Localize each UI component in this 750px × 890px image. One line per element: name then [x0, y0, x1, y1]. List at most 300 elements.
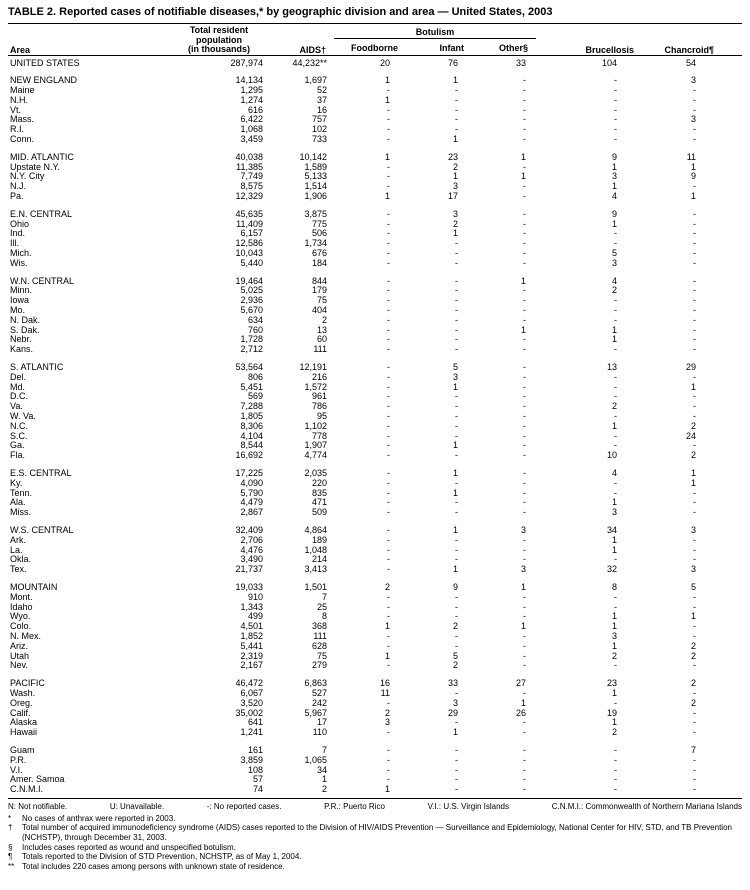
other-cell: -	[523, 497, 527, 508]
chancroid-cell: -	[693, 218, 697, 229]
chancroid-cell: -	[693, 764, 697, 775]
header-botulism: Botulism	[334, 26, 536, 39]
foodborne-cell: -	[387, 257, 390, 268]
chancroid-cell: -	[693, 717, 697, 728]
chancroid-cell: -	[693, 334, 697, 345]
aids-cell: 13	[316, 324, 327, 335]
aids-cell: 110	[312, 727, 327, 738]
aids-cell: 2	[321, 784, 327, 795]
foodborne-cell: 2	[384, 707, 390, 718]
population-cell: 12,586	[235, 238, 263, 249]
brucellosis-cell: 1	[612, 218, 618, 229]
area-cell: Del.	[10, 371, 27, 382]
population-cell: 1,343	[240, 601, 263, 612]
other-cell: -	[523, 104, 527, 115]
brucellosis-cell: 3	[612, 630, 618, 641]
foodborne-cell: -	[387, 487, 390, 498]
population-cell: 5,440	[240, 257, 263, 268]
area-cell: R.I.	[10, 124, 25, 135]
section-spacer	[8, 68, 742, 76]
foodborne-cell: 1	[384, 784, 390, 795]
chancroid-cell: -	[693, 784, 697, 795]
other-cell: -	[523, 381, 527, 392]
section-spacer	[8, 518, 742, 526]
brucellosis-cell: -	[614, 440, 618, 451]
chancroid-cell: 7	[691, 744, 697, 755]
area-cell: Nev.	[10, 660, 28, 671]
footnote: † Total number of acquired immunodeficiency syndrome (AIDS) cases reported to the Division of HIV/AIDS Prevention — Surveillance and Epidemiology, National Center for HIV, STD, and TB Prevention (NCHSTP), through December 31, 2003.	[8, 823, 732, 843]
population-cell: 19,464	[235, 275, 263, 286]
aids-cell: 628	[311, 640, 327, 651]
aids-cell: 5,967	[304, 707, 327, 718]
other-cell: -	[523, 640, 527, 651]
other-cell: 1	[521, 275, 527, 286]
infant-cell: 1	[452, 134, 458, 145]
area-cell: Wis.	[10, 257, 28, 268]
table-row	[8, 746, 742, 756]
aids-cell: 676	[311, 248, 327, 259]
population-cell: 1,068	[240, 124, 263, 135]
other-cell: 1	[521, 581, 527, 592]
other-cell: -	[523, 477, 527, 488]
brucellosis-cell: 8	[612, 581, 618, 592]
table-row	[8, 229, 742, 239]
aids-cell: 775	[311, 218, 327, 229]
population-cell: 2,319	[240, 650, 263, 661]
table-row	[8, 603, 742, 613]
population-cell: 74	[252, 784, 263, 795]
chancroid-cell: -	[693, 314, 697, 325]
table-row	[8, 163, 742, 173]
aids-cell: 1,065	[304, 754, 327, 765]
table-row	[8, 622, 742, 632]
infant-cell: -	[455, 611, 458, 622]
spacer-cell	[8, 575, 742, 583]
infant-cell: -	[455, 420, 458, 431]
brucellosis-cell: -	[614, 591, 618, 602]
table-row	[8, 373, 742, 383]
aids-cell: 1,572	[304, 381, 327, 392]
chancroid-cell: -	[693, 507, 697, 518]
area-cell: Mo.	[10, 305, 26, 316]
infant-cell: -	[455, 238, 458, 249]
foodborne-cell: -	[387, 401, 390, 412]
table-row	[8, 392, 742, 402]
footnote-marker: *	[8, 813, 12, 823]
header-row-top	[8, 26, 742, 39]
chancroid-cell: 3	[691, 564, 697, 575]
infant-cell: -	[455, 114, 458, 125]
chancroid-cell: -	[693, 630, 697, 641]
section-spacer	[8, 671, 742, 679]
infant-cell: 76	[447, 57, 458, 68]
area-cell: N.C.	[10, 420, 28, 431]
brucellosis-cell: 4	[612, 275, 618, 286]
infant-cell: -	[455, 124, 458, 135]
chancroid-cell: -	[693, 391, 697, 402]
population-cell: 2,936	[240, 295, 263, 306]
chancroid-cell: -	[693, 344, 697, 355]
brucellosis-cell: -	[614, 371, 618, 382]
foodborne-cell: -	[387, 104, 390, 115]
other-cell: 3	[521, 564, 527, 575]
brucellosis-cell: 2	[612, 401, 618, 412]
chancroid-cell: -	[693, 371, 697, 382]
aids-cell: 75	[316, 295, 327, 306]
other-cell: -	[523, 660, 527, 671]
brucellosis-cell: 2	[612, 285, 618, 296]
infant-cell: 1	[452, 564, 458, 575]
chancroid-cell: -	[693, 124, 697, 135]
brucellosis-cell: -	[614, 774, 618, 785]
table-row	[8, 125, 742, 135]
table-row	[8, 766, 742, 776]
brucellosis-cell: 1	[612, 420, 618, 431]
population-cell: 5,790	[240, 487, 263, 498]
table-row	[8, 220, 742, 230]
other-cell: -	[523, 744, 527, 755]
table-row	[8, 593, 742, 603]
foodborne-cell: -	[387, 554, 390, 565]
chancroid-cell: 3	[691, 524, 697, 535]
aids-cell: 8	[321, 611, 327, 622]
brucellosis-cell: 1	[612, 611, 618, 622]
brucellosis-cell: -	[614, 764, 618, 775]
table-header	[8, 26, 742, 55]
table-row	[8, 172, 742, 182]
aids-cell: 6,863	[304, 678, 327, 689]
area-cell: Vt.	[10, 104, 22, 115]
chancroid-cell: -	[693, 401, 697, 412]
abbreviation-item: V.I.: U.S. Virgin Islands	[427, 801, 509, 811]
aids-cell: 102	[311, 124, 327, 135]
foodborne-cell: -	[387, 344, 390, 355]
area-cell: Mich.	[10, 248, 32, 259]
brucellosis-cell: -	[614, 411, 618, 421]
brucellosis-cell: -	[614, 554, 618, 565]
spacer-cell	[8, 269, 742, 277]
chancroid-cell: -	[693, 754, 697, 765]
brucellosis-cell: -	[614, 228, 618, 239]
chancroid-cell: 1	[691, 477, 697, 488]
brucellosis-cell: -	[614, 295, 618, 306]
chancroid-cell: 1	[691, 161, 697, 172]
brucellosis-cell: -	[614, 381, 618, 392]
area-cell: Ark.	[10, 534, 27, 545]
other-cell: -	[523, 554, 527, 565]
brucellosis-cell: -	[614, 784, 618, 795]
table-row	[8, 249, 742, 259]
population-cell: 16,692	[235, 450, 263, 461]
footnote: ** Total includes 220 cases among persons with unknown state of residence.	[8, 861, 285, 871]
brucellosis-cell: -	[614, 660, 618, 671]
area-cell: N.J.	[10, 181, 27, 192]
table-row	[8, 728, 742, 738]
table-row	[8, 679, 742, 689]
area-cell: V.I.	[10, 764, 23, 775]
foodborne-cell: -	[387, 727, 390, 738]
population-cell: 53,564	[235, 362, 263, 373]
foodborne-cell: -	[387, 591, 390, 602]
abbreviation-item: P.R.: Puerto Rico	[324, 801, 385, 811]
table-row	[8, 489, 742, 499]
other-cell: -	[523, 687, 527, 698]
area-cell: Ky.	[10, 477, 23, 488]
infant-cell: 1	[452, 727, 458, 738]
population-cell: 11,385	[236, 161, 263, 172]
area-cell: Calif.	[10, 707, 31, 718]
foodborne-cell: -	[387, 181, 390, 192]
aids-cell: 509	[311, 507, 327, 518]
chancroid-cell: -	[693, 660, 697, 671]
spacer-cell	[8, 671, 742, 679]
chancroid-cell: 54	[686, 57, 697, 68]
chancroid-cell: -	[693, 295, 697, 306]
foodborne-cell: -	[387, 334, 390, 345]
area-cell: Mass.	[10, 114, 35, 125]
table-row	[8, 316, 742, 326]
area-cell: S. Dak.	[10, 324, 40, 335]
aids-cell: 220	[311, 477, 327, 488]
aids-cell: 1,589	[304, 161, 327, 172]
infant-cell: -	[455, 477, 458, 488]
area-cell: Ohio	[10, 218, 30, 229]
infant-cell: -	[455, 544, 458, 555]
table-row	[8, 96, 742, 106]
brucellosis-cell: 1	[612, 717, 618, 728]
spacer-cell	[8, 355, 742, 363]
aids-cell: 214	[311, 554, 327, 565]
chancroid-cell: -	[693, 621, 697, 632]
population-cell: 12,329	[235, 191, 263, 202]
population-cell: 2,712	[240, 344, 263, 355]
chancroid-cell: 5	[691, 581, 697, 592]
chancroid-cell: 1	[691, 191, 697, 202]
chancroid-cell: -	[693, 285, 697, 296]
infant-cell: -	[455, 507, 458, 518]
other-cell: -	[523, 784, 527, 795]
header-population-line2: population	[196, 34, 242, 45]
area-cell: Md.	[10, 381, 26, 392]
other-cell: 1	[521, 697, 527, 708]
population-cell: 5,441	[240, 640, 263, 651]
area-cell: Ga.	[10, 440, 25, 451]
infant-cell: 1	[452, 75, 458, 86]
infant-cell: -	[455, 334, 458, 345]
chancroid-cell: -	[693, 544, 697, 555]
aids-cell: 3,875	[304, 208, 327, 219]
population-cell: 499	[247, 611, 263, 622]
other-cell: -	[523, 85, 527, 96]
aids-cell: 25	[316, 601, 327, 612]
area-cell: W.N. CENTRAL	[10, 275, 75, 286]
population-cell: 6,422	[240, 114, 263, 125]
area-cell: S. ATLANTIC	[10, 362, 64, 373]
aids-cell: 733	[311, 134, 327, 145]
abbreviation-item: C.N.M.I.: Commonwealth of Northern Mariana Islands	[551, 801, 742, 811]
aids-cell: 786	[311, 401, 327, 412]
table-row	[8, 335, 742, 345]
table-row	[8, 106, 742, 116]
population-cell: 11,409	[236, 218, 263, 229]
other-cell: -	[523, 94, 527, 105]
population-cell: 3,459	[240, 134, 263, 145]
infant-cell: -	[455, 640, 458, 651]
table-row	[8, 469, 742, 479]
spacer-cell	[8, 68, 742, 76]
area-cell: Upstate N.Y.	[10, 161, 60, 172]
foodborne-cell: -	[387, 248, 390, 259]
aids-cell: 844	[311, 275, 327, 286]
brucellosis-cell: -	[614, 134, 618, 145]
spacer-cell	[8, 202, 742, 210]
aids-cell: 5,133	[304, 171, 327, 182]
aids-cell: 1,697	[304, 75, 327, 86]
table-row	[8, 210, 742, 220]
foodborne-cell: -	[387, 218, 390, 229]
other-cell: -	[523, 362, 527, 373]
population-cell: 569	[247, 391, 263, 402]
area-cell: S.C.	[10, 430, 28, 441]
population-cell: 35,002	[235, 707, 263, 718]
table-row	[8, 709, 742, 719]
area-cell: NEW ENGLAND	[10, 75, 78, 86]
brucellosis-cell: 104	[602, 57, 618, 68]
infant-cell: -	[455, 391, 458, 402]
infant-cell: -	[455, 744, 458, 755]
population-cell: 4,104	[240, 430, 263, 441]
header-foodborne: Foodborne	[334, 39, 402, 55]
table-row	[8, 479, 742, 489]
aids-cell: 1,514	[304, 181, 327, 192]
brucellosis-cell: -	[614, 697, 618, 708]
brucellosis-cell: -	[614, 430, 618, 441]
area-cell: Tenn.	[10, 487, 33, 498]
brucellosis-cell: 3	[612, 507, 618, 518]
other-cell: -	[523, 305, 527, 316]
table-row	[8, 756, 742, 766]
other-cell: -	[523, 611, 527, 622]
aids-cell: 16	[316, 104, 327, 115]
aids-cell: 4,864	[304, 524, 327, 535]
section-spacer	[8, 461, 742, 469]
infant-cell: 1	[452, 440, 458, 451]
area-cell: Maine	[10, 85, 35, 96]
infant-cell: -	[455, 344, 458, 355]
population-cell: 7,749	[240, 171, 263, 182]
aids-cell: 1,501	[304, 581, 327, 592]
foodborne-cell: -	[387, 420, 390, 431]
brucellosis-cell: 9	[612, 151, 618, 162]
area-cell: Colo.	[10, 621, 32, 632]
chancroid-cell: -	[693, 774, 697, 785]
infant-cell: -	[455, 687, 458, 698]
chancroid-cell: 2	[691, 678, 697, 689]
foodborne-cell: -	[387, 171, 390, 182]
aids-cell: 835	[311, 487, 327, 498]
foodborne-cell: -	[387, 507, 390, 518]
other-cell: -	[523, 344, 527, 355]
table-row	[8, 363, 742, 373]
other-cell: -	[523, 334, 527, 345]
aids-cell: 7	[321, 744, 327, 755]
area-cell: N.H.	[10, 94, 28, 105]
other-cell: -	[523, 630, 527, 641]
infant-cell: 5	[452, 650, 458, 661]
area-cell: Minn.	[10, 285, 33, 296]
other-cell: -	[523, 774, 527, 785]
aids-cell: 961	[311, 391, 327, 402]
brucellosis-cell: 2	[612, 727, 618, 738]
abbreviations-line	[8, 799, 742, 814]
aids-cell: 242	[311, 697, 327, 708]
infant-cell: 29	[447, 707, 458, 718]
aids-cell: 60	[316, 334, 327, 345]
table-row	[8, 239, 742, 249]
footnotes-list	[8, 814, 742, 872]
infant-cell: -	[455, 774, 458, 785]
brucellosis-cell: 1	[612, 324, 618, 335]
chancroid-cell: -	[693, 707, 697, 718]
infant-cell: 23	[447, 151, 458, 162]
aids-cell: 75	[316, 650, 327, 661]
foodborne-cell: 1	[384, 151, 390, 162]
brucellosis-cell: -	[614, 344, 618, 355]
section-spacer	[8, 355, 742, 363]
other-cell: -	[523, 487, 527, 498]
section-spacer	[8, 202, 742, 210]
chancroid-cell: -	[693, 487, 697, 498]
infant-cell: -	[455, 94, 458, 105]
header-aids: AIDS†	[272, 26, 334, 55]
population-cell: 1,295	[240, 85, 263, 96]
foodborne-cell: -	[387, 467, 390, 478]
infant-cell: -	[455, 630, 458, 641]
chancroid-cell: -	[693, 85, 697, 96]
aids-cell: 778	[311, 430, 327, 441]
table-row	[8, 277, 742, 287]
population-cell: 32,409	[235, 524, 263, 535]
infant-cell: -	[455, 314, 458, 325]
other-cell: -	[523, 534, 527, 545]
foodborne-cell: -	[387, 114, 390, 125]
table-row	[8, 661, 742, 671]
infant-cell: -	[455, 305, 458, 316]
header-area: Area	[8, 26, 166, 55]
aids-cell: 1,048	[304, 544, 327, 555]
area-cell: E.N. CENTRAL	[10, 208, 73, 219]
other-cell: -	[523, 218, 527, 229]
aids-cell: 471	[311, 497, 327, 508]
chancroid-cell: -	[693, 181, 697, 192]
brucellosis-cell: 5	[612, 248, 618, 259]
footnote: ¶ Totals reported to the Division of STD Prevention, NCHSTP, as of May 1, 2004.	[8, 852, 302, 862]
infant-cell: -	[455, 591, 458, 602]
table-body	[8, 55, 742, 798]
aids-cell: 34	[316, 764, 327, 775]
chancroid-cell: -	[693, 727, 697, 738]
population-cell: 46,472	[235, 678, 263, 689]
table-row	[8, 412, 742, 422]
population-cell: 5,025	[240, 285, 263, 296]
brucellosis-cell: 32	[607, 564, 618, 575]
chancroid-cell: -	[693, 534, 697, 545]
table-row	[8, 383, 742, 393]
population-cell: 108	[247, 764, 263, 775]
brucellosis-cell: 10	[607, 450, 618, 461]
brucellosis-cell: -	[614, 487, 618, 498]
other-cell: -	[523, 467, 527, 478]
